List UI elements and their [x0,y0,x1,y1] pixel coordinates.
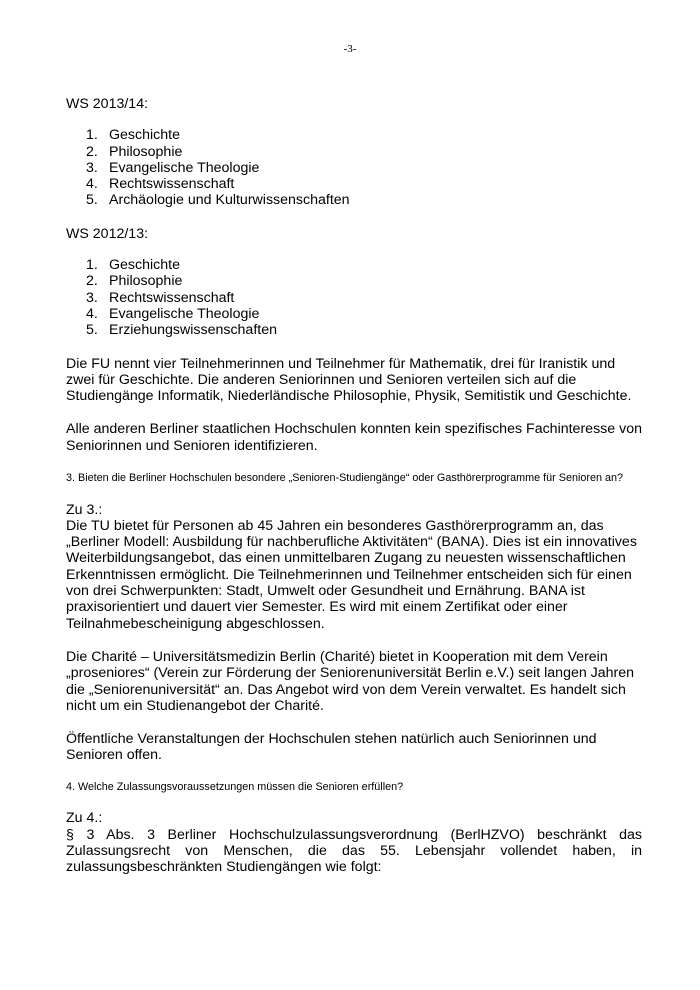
list-item: 2. Philosophie [86,273,183,290]
ws-2012-list [66,257,642,338]
list-item: 4. Evangelische Theologie [86,305,260,322]
answer-3-charite-paragraph: Die Charité – Universitätsmedizin Berlin (Charité) bietet in Kooperation mit dem Verein „proseniores“ (Verein zur Förderung der Seniorenuniversität Berlin e.V.) seit langen Jahren die „Seniorenuniversität“ an. Das Angebot wird von dem Verein verwaltet. Es handelt sich nicht um ein Studienangebot der Charité. [66,648,635,714]
question-3: 3. Bieten die Berliner Hochschulen besondere „Senioren-Studiengänge“ oder Gasthörerprogramme für Senioren an? [66,472,623,485]
ws-2012-heading: WS 2012/13: [66,225,149,242]
answer-4-paragraph: § 3 Abs. 3 Berliner Hochschulzulassungsverordnung (BerlHZVO) beschränkt das Zulassungsrecht von Menschen, die das 55. Lebensjahr vollendet haben, in zulassungsbeschränkten Studiengängen wie folgt: [66,826,642,876]
list-item: 5. Archäologie und Kulturwissenschaften [86,192,350,209]
answer-3-tu-paragraph: Die TU bietet für Personen ab 45 Jahren ein besonderes Gasthörerprogramm an, das „Berliner Modell: Ausbildung für nachberufliche Aktivitäten“ (BANA). Dies ist ein innovatives Weiterbildungsangebot, das einen unmittelbaren Zugang zu neuesten wissenschaftlichen Erkenntnissen ermöglicht. Die Teilnehmerinnen und Teilnehmer entscheiden sich für einen von drei Schwerpunkten: Stadt, Umwelt oder Gesundheit und Ernährung. BANA ist praxisorientiert und dauert vier Semester. Es wird mit einem Zertifikat oder einer Teilnahmebescheinigung abgeschlossen. [66,517,637,632]
question-4: 4. Welche Zulassungsvoraussetzungen müssen die Senioren erfüllen? [66,780,404,793]
ws-2013-heading: WS 2013/14: [66,96,149,112]
list-item: 1. Geschichte [86,127,180,144]
ws-2013-list [66,127,642,208]
answer-3-label: Zu 3.: [66,501,103,518]
list-item: 3. Evangelische Theologie [86,159,260,176]
list-item: 4. Rechtswissenschaft [86,176,235,193]
list-item: 1. Geschichte [86,257,180,274]
list-item: 3. Rechtswissenschaft [86,289,235,306]
answer-3-public-paragraph: Öffentliche Veranstaltungen der Hochschulen stehen natürlich auch Seniorinnen und Senioren offen. [66,731,597,764]
answer-4-label: Zu 4.: [66,810,103,827]
list-item: 2. Philosophie [86,143,183,160]
list-item: 5. Erziehungswissenschaften [86,322,277,339]
other-universities-paragraph: Alle anderen Berliner staatlichen Hochschulen konnten kein spezifisches Fachinteresse von Seniorinnen und Senioren identifizieren. [66,421,642,454]
page-number: -3- [343,43,357,55]
fu-paragraph: Die FU nennt vier Teilnehmerinnen und Teilnehmer für Mathematik, drei für Iranistik und zwei für Geschichte. Die anderen Seniorinnen und Senioren verteilen sich auf die Studiengänge Informatik, Niederländische Philosophie, Physik, Semitistik und Geschichte. [66,355,632,405]
document-body [66,96,642,875]
